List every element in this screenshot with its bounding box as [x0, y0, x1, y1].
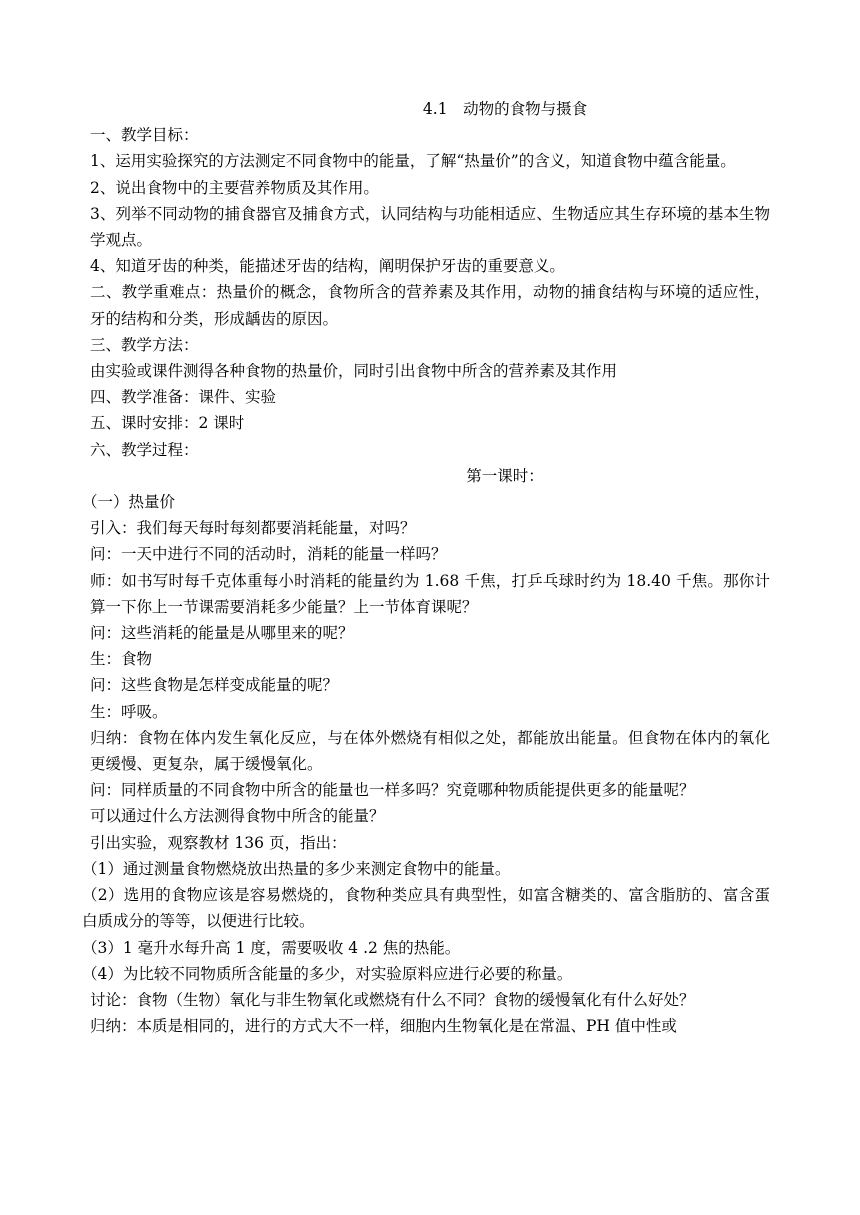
document-title: 4.1 动物的食物与摄食 — [422, 100, 588, 118]
dialogue-line: 可以通过什么方法测得食物中所含的能量？ — [90, 807, 385, 826]
document-body — [82, 96, 770, 1039]
dialogue-line: 问：这些消耗的能量是从哪里来的呢？ — [90, 624, 354, 643]
dialogue-line: 问：这些食物是怎样变成能量的呢？ — [90, 676, 339, 695]
dialogue-line: 生：食物 — [90, 650, 153, 669]
dialogue-line: 问：一天中进行不同的活动时，消耗的能量一样吗？ — [90, 545, 447, 564]
section-schedule: 五、课时安排：2 课时 — [90, 414, 245, 433]
section-heading-objectives: 一、教学目标： — [90, 126, 199, 145]
experiment-point: （1）通过测量食物燃烧放出热量的多少来测定食物中的能量。 — [82, 859, 511, 878]
dialogue-line: 师：如书写时每千克体重每小时消耗的能量约为 1.68 千焦，打乒乓球时约为 18.40 千焦。那你计算一下你上一节课需要消耗多少能量？上一节体育课呢？ — [90, 571, 770, 616]
experiment-point: （2）选用的食物应该是容易燃烧的，食物种类应具有典型性，如富含糖类的、富含脂肪的、富含蛋白质成分的等等，以便进行比较。 — [82, 886, 770, 931]
objective-2: 2、说出食物中的主要营养物质及其作用。 — [90, 178, 379, 197]
summary-paragraph: 归纳：食物在体内发生氧化反应，与在体外燃烧有相似之处，都能放出能量。但食物在体内的氧化更缓慢、更复杂，属于缓慢氧化。 — [90, 728, 770, 774]
lesson-one-heading: 第一课时： — [466, 466, 544, 485]
summary-paragraph: 归纳：本质是相同的，进行的方式大不一样，细胞内生物氧化是在常温、PH 值中性或 — [90, 1017, 677, 1036]
section-key-points: 二、教学重难点：热量价的概念，食物所含的营养素及其作用，动物的捕食结构与环境的适应性，牙的结构和分类，形成龋齿的原因。 — [90, 283, 770, 328]
dialogue-line: 问：同样质量的不同食物中所含的能量也一样多吗？究竟哪种物质能提供更多的能量呢？ — [90, 781, 695, 800]
section-preparation: 四、教学准备：课件、实验 — [90, 388, 277, 407]
experiment-point: （4）为比较不同物质所含能量的多少，对实验原料应进行必要的称量。 — [82, 964, 573, 983]
dialogue-line: 生：呼吸。 — [90, 702, 168, 721]
experiment-point: （3）1 毫升水每升高 1 度，需要吸收 4 .2 焦的热能。 — [82, 938, 461, 957]
discussion-line: 讨论：食物（生物）氧化与非生物氧化或燃烧有什么不同？食物的缓慢氧化有什么好处？ — [90, 990, 695, 1009]
dialogue-line: 引入：我们每天每时每刻都要消耗能量，对吗？ — [90, 519, 416, 538]
dialogue-line: 引出实验，观察教材 136 页，指出： — [90, 833, 347, 852]
subsection-heading-calorie: （一）热量价 — [82, 493, 176, 512]
section-heading-methods: 三、教学方法： — [90, 335, 199, 354]
section-heading-process: 六、教学过程： — [90, 440, 199, 459]
methods-text: 由实验或课件测得各种食物的热量价，同时引出食物中所含的营养素及其作用 — [90, 362, 618, 381]
objective-1: 1、运用实验探究的方法测定不同食物中的能量，了解“热量价”的含义，知道食物中蕴含能量。 — [90, 152, 736, 171]
objective-4: 4、知道牙齿的种类，能描述牙齿的结构，阐明保护牙齿的重要意义。 — [90, 257, 565, 276]
objective-3: 3、列举不同动物的捕食器官及捕食方式，认同结构与功能相适应、生物适应其生存环境的基本生物学观点。 — [90, 204, 770, 250]
